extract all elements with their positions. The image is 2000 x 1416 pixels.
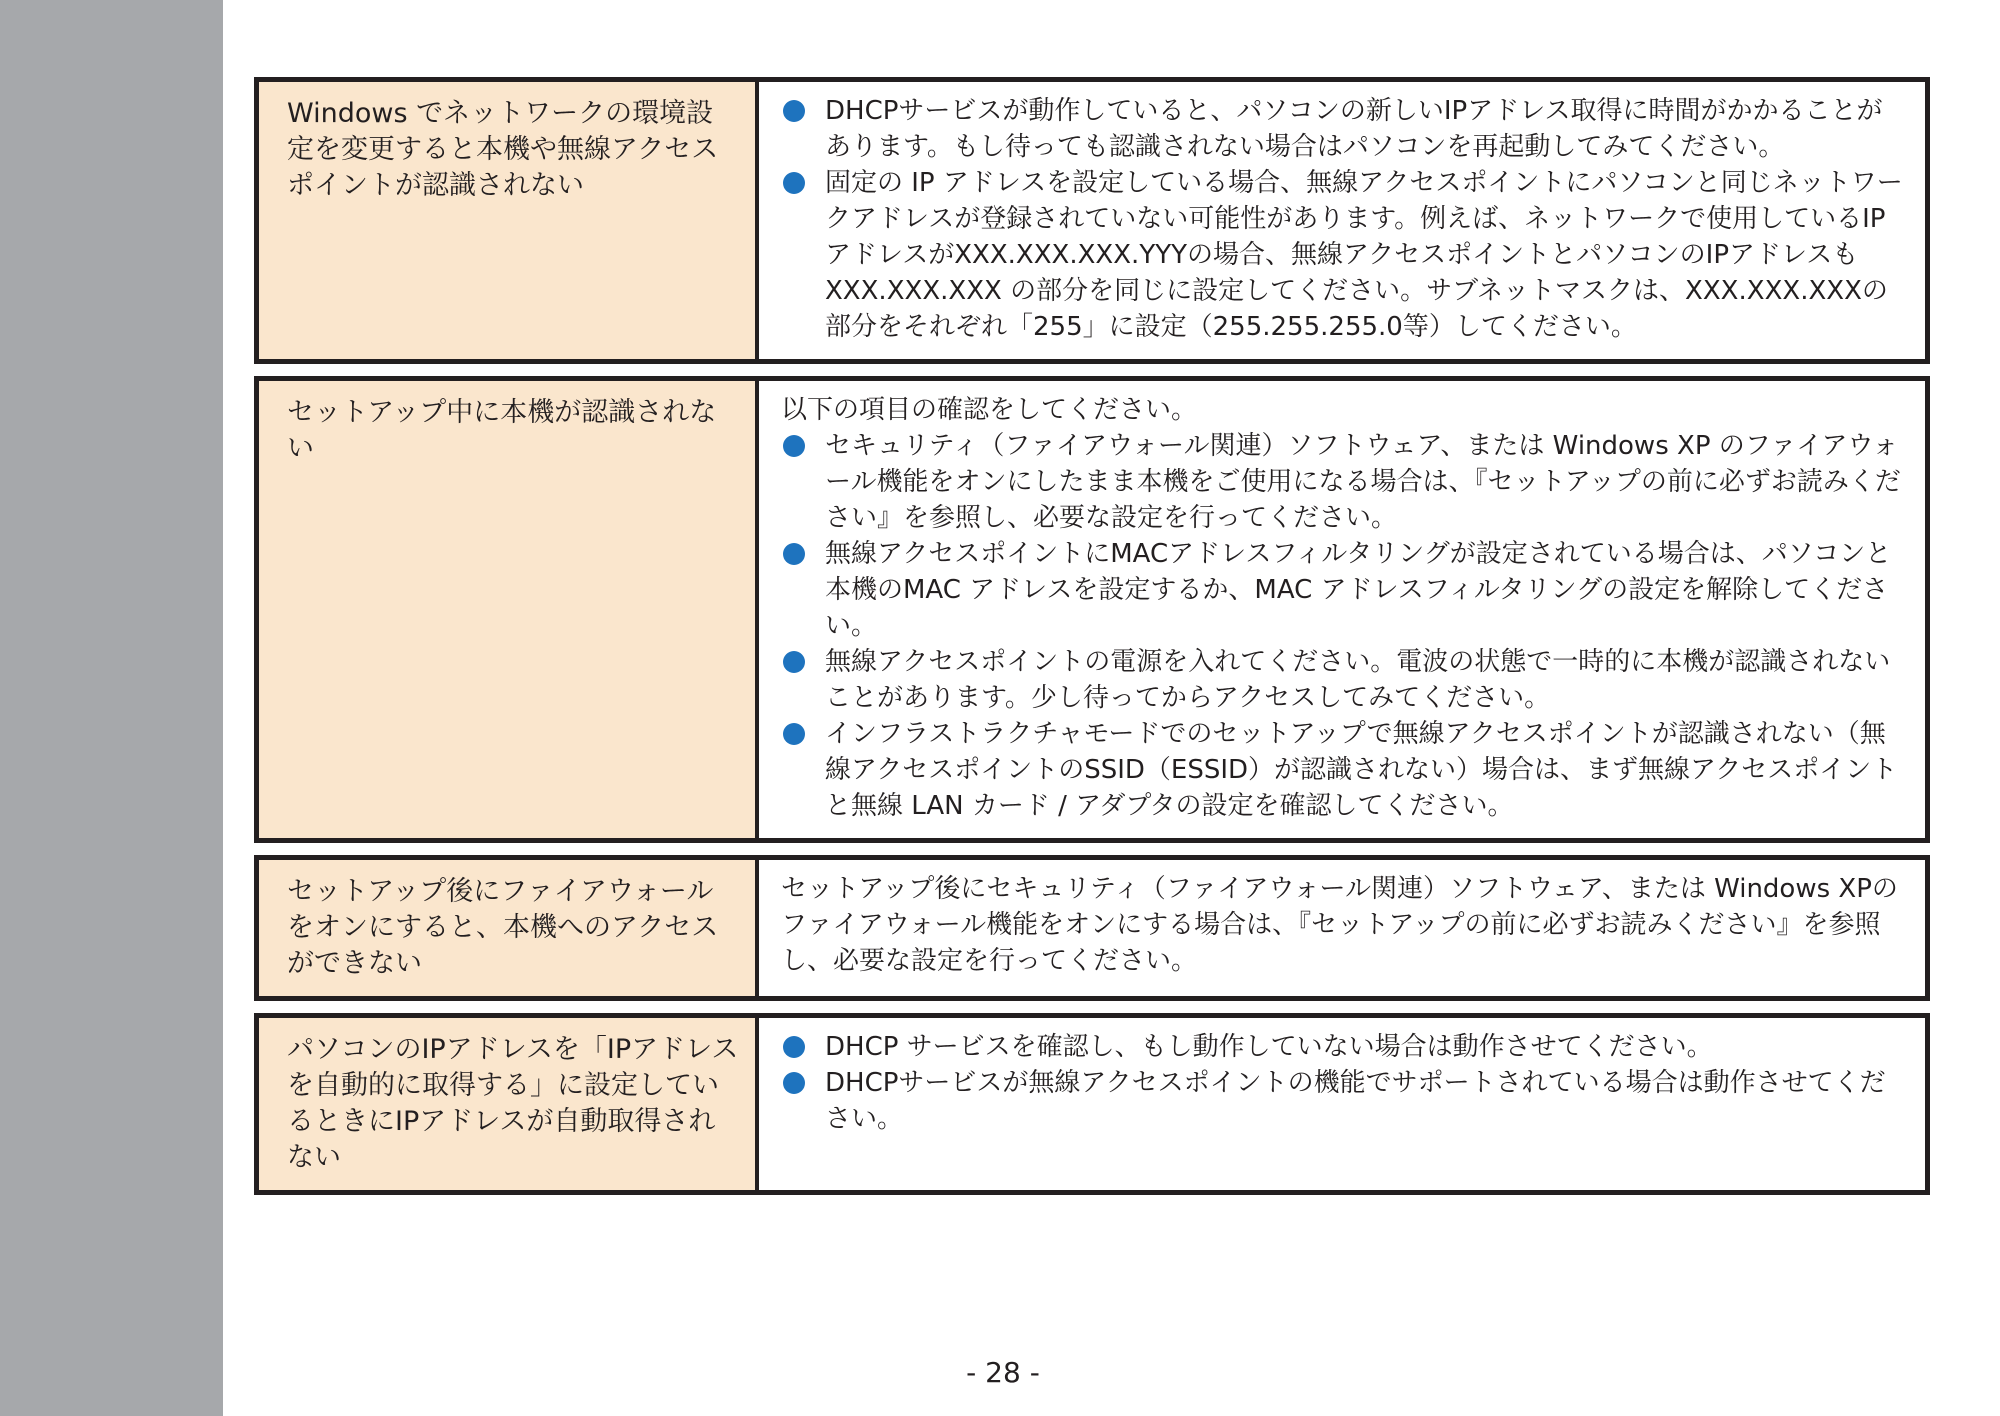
list-item bbox=[781, 716, 1907, 824]
bullet-icon bbox=[783, 651, 805, 673]
list-item bbox=[781, 93, 1907, 165]
list-item-text: DHCPサービスが動作していると、パソコンの新しいIPアドレス取得に時間がかかることがあります。もし待っても認識されない場合はパソコンを再起動してみてください。 bbox=[825, 96, 1883, 162]
bullet-icon bbox=[783, 435, 805, 457]
remedy-lead-text: セットアップ後にセキュリティ（ファイアウォール関連）ソフトウェア、または Windows XPのファイアウォール機能をオンにする場合は、『セットアップの前に必ずお読みください』を参照し、必要な設定を行ってください。 bbox=[781, 874, 1898, 976]
list-item-text: セキュリティ（ファイアウォール関連）ソフトウェア、または Windows XP のファイアウォール機能をオンにしたまま本機をご使用になる場合は、『セットアップの前に必ずお読みください』を参照し、必要な設定を行ってください。 bbox=[825, 431, 1901, 533]
list-item-text: DHCP サービスを確認し、もし動作していない場合は動作させてください。 bbox=[825, 1032, 1713, 1062]
list-item bbox=[781, 1029, 1907, 1065]
table-row bbox=[254, 855, 1930, 1001]
list-item bbox=[781, 428, 1907, 536]
symptom-cell: セットアップ後にファイアウォールをオンにすると、本機へのアクセスができない bbox=[259, 860, 759, 996]
list-item-text: 無線アクセスポイントの電源を入れてください。電波の状態で一時的に本機が認識されないことがあります。少し待ってからアクセスしてみてください。 bbox=[825, 647, 1891, 713]
list-item-text: 固定の IP アドレスを設定している場合、無線アクセスポイントにパソコンと同じネットワークアドレスが登録されていない可能性があります。例えば、ネットワークで使用しているIPアドレスがXXX.XXX.XXX.YYYの場合、無線アクセスポイントとパソコンのIPアドレスも XXX.XXX.XXX の部分を同じに設定してください。サブネットマスクは、XXX.XXX.XXXの部分をそれぞれ「255」に設定（255.255.255.0等）してください。 bbox=[825, 168, 1903, 342]
remedy-cell bbox=[759, 860, 1925, 996]
list-item bbox=[781, 644, 1907, 716]
list-item bbox=[781, 165, 1907, 345]
bullet-icon bbox=[783, 1036, 805, 1058]
remedy-cell bbox=[759, 381, 1925, 838]
list-item-text: インフラストラクチャモードでのセットアップで無線アクセスポイントが認識されない（無線アクセスポイントのSSID（ESSID）が認識されない）場合は、まず無線アクセスポイントと無線 LAN カード / アダプタの設定を確認してください。 bbox=[825, 719, 1898, 821]
symptom-cell: セットアップ中に本機が認識されない bbox=[259, 381, 759, 838]
bullet-icon bbox=[783, 723, 805, 745]
bullet-icon bbox=[783, 100, 805, 122]
symptom-cell: パソコンのIPアドレスを「IPアドレスを自動的に取得する」に設定しているときにIPアドレスが自動取得されない bbox=[259, 1018, 759, 1190]
bullet-icon bbox=[783, 543, 805, 565]
table-row bbox=[254, 376, 1930, 843]
troubleshooting-table bbox=[254, 77, 1930, 1207]
side-band bbox=[0, 0, 223, 1416]
symptom-cell: Windows でネットワークの環境設定を変更すると本機や無線アクセスポイントが認識されない bbox=[259, 82, 759, 359]
table-row bbox=[254, 1013, 1930, 1195]
list-item bbox=[781, 1065, 1907, 1137]
bullet-icon bbox=[783, 172, 805, 194]
list-item-text: DHCPサービスが無線アクセスポイントの機能でサポートされている場合は動作させてください。 bbox=[825, 1068, 1886, 1134]
bullet-icon bbox=[783, 1072, 805, 1094]
remedy-cell bbox=[759, 1018, 1925, 1190]
page-number: - 28 - bbox=[966, 1356, 1040, 1389]
table-row bbox=[254, 77, 1930, 364]
remedy-lead-text: 以下の項目の確認をしてください。 bbox=[781, 395, 1198, 425]
list-item-text: 無線アクセスポイントにMACアドレスフィルタリングが設定されている場合は、パソコンと本機のMAC アドレスを設定するか、MAC アドレスフィルタリングの設定を解除してください。 bbox=[825, 539, 1892, 641]
list-item bbox=[781, 536, 1907, 644]
remedy-cell bbox=[759, 82, 1925, 359]
